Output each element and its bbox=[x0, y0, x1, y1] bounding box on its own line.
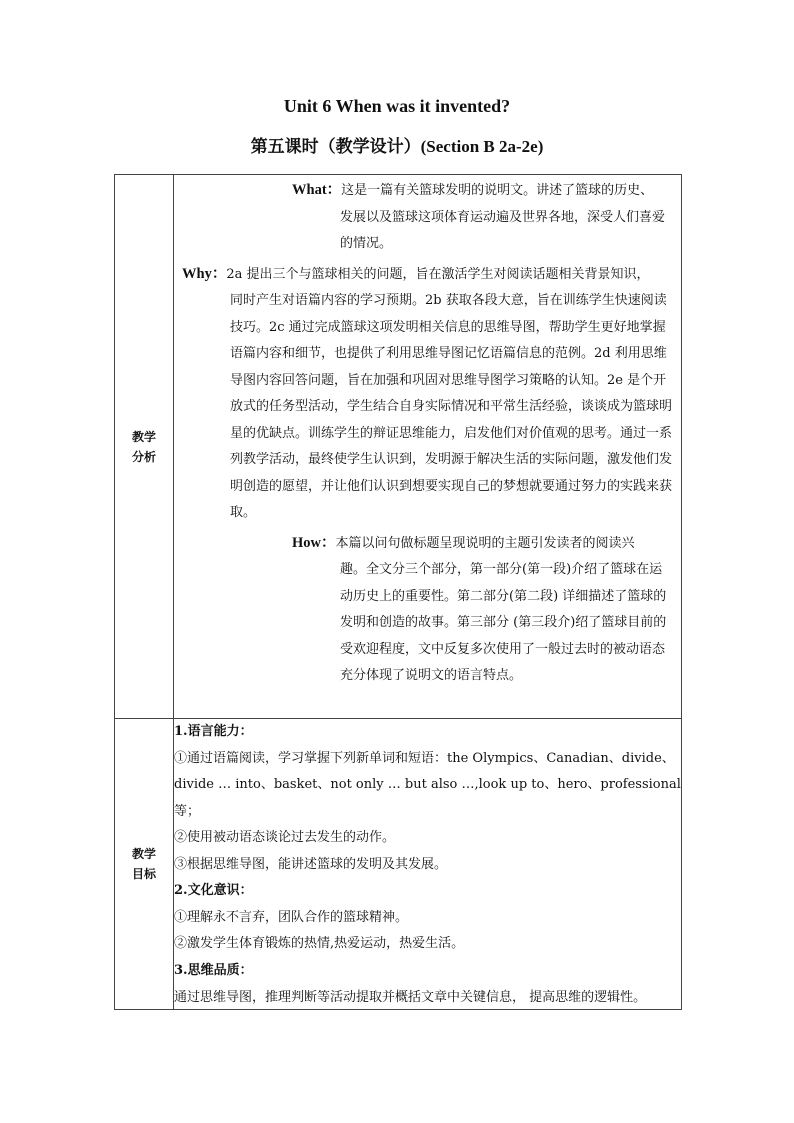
analysis-label-line1: 教学 bbox=[131, 429, 156, 444]
document-title: Unit 6 When was it invented? bbox=[283, 96, 511, 116]
objective-heading-language: 1.语言能力： bbox=[174, 724, 253, 739]
why-section bbox=[174, 261, 681, 527]
subtitle-en: (Section B 2a-2e) bbox=[420, 137, 544, 156]
why-line1 bbox=[174, 261, 681, 289]
objective-item-2b: ②激发学生体育锻炼的热情,热爱运动，热爱生活。 bbox=[174, 936, 465, 951]
analysis-label-line2: 分析 bbox=[131, 449, 156, 464]
how-section bbox=[174, 530, 681, 690]
objective-item-1a: ①通过语篇阅读，学习掌握下列新单词和短语：the Olympics、Canadian、divide、divide … into、basket、not only … but also …,look up to、hero、professional 等； bbox=[174, 750, 681, 819]
objective-heading-thinking: 3.思维品质： bbox=[174, 962, 253, 978]
objectives-row bbox=[115, 719, 682, 1010]
objectives-label-line2: 目标 bbox=[131, 867, 156, 881]
objectives-label bbox=[115, 719, 174, 1010]
analysis-content bbox=[174, 175, 682, 719]
how-text-2: 趣。全文分三个部分，第一部分(第一段)介绍了篮球在运动历史上的重要性。第二部分(第二段) 详细描述了篮球的发明和创造的故事。第三部分 (第三段介)绍了篮球目前的受欢迎程度，文中反复多次使用了一般过去时的被动语态充分体现了说明文的语言特点。 bbox=[340, 562, 667, 683]
why-label: Why： bbox=[182, 265, 227, 282]
how-text-1: 本篇以问句做标题呈现说明的主题引发读者的阅读兴 bbox=[335, 535, 635, 551]
objectives-content bbox=[174, 719, 682, 1010]
objective-item-1c: ③根据思维导图，能讲述篮球的发明及其发展。 bbox=[174, 856, 448, 872]
objective-item-2a: ①理解永不言弃，团队合作的篮球精神。 bbox=[174, 909, 409, 925]
subtitle-cn: 第五课时（教学设计） bbox=[250, 137, 421, 157]
objective-heading-culture: 2.文化意识： bbox=[174, 883, 253, 898]
why-text-2: 同时产生对语篇内容的学习预期。2b 获取各段大意，旨在训练学生快速阅读技巧。2c 通过完成篮球这项发明相关信息的思维导图，帮助学生更好地掌握语篇内容和细节，也提供了利用思维导图记忆语篇信息的范例。2d 利用思维导图内容回答问题，旨在加强和巩固对思维导图学习策略的认知。2e 是个开放式的任务型活动，学生结合自身实际情况和平常生活经验，谈谈成为篮球明星的优缺点。训练学生的辩证思维能力，启发他们对价值观的思考。通过一系列教学活动，最终使学生认识到，发明源于解决生活的实际问题，激发他们发明创造的愿望，并让他们认识到想要实现自己的梦想就要通过努力的实践来获取。 bbox=[230, 293, 673, 520]
what-section bbox=[174, 177, 681, 258]
what-line1 bbox=[174, 177, 681, 205]
lesson-design-table bbox=[114, 174, 682, 1010]
what-text-2: 发展以及篮球这项体育运动遍及世界各地，深受人们喜爱的情况。 bbox=[340, 209, 666, 251]
analysis-row bbox=[115, 175, 682, 719]
how-line1 bbox=[174, 530, 681, 558]
analysis-label bbox=[115, 175, 174, 719]
how-label: How： bbox=[292, 534, 336, 551]
what-label: What： bbox=[292, 182, 342, 198]
objectives-label-line1: 教学 bbox=[131, 847, 156, 861]
objective-item-1b: ②使用被动语态谈论过去发生的动作。 bbox=[174, 830, 396, 845]
objective-item-3a: 通过思维导图，推理判断等活动提取并概括文章中关键信息， 提高思维的逻辑性。 bbox=[174, 990, 647, 1005]
why-text-1: 2a 提出三个与篮球相关的问题，旨在激活学生对阅读话题相关背景知识， bbox=[226, 266, 650, 282]
document-subtitle bbox=[0, 132, 794, 157]
what-text-1: 这是一篇有关篮球发明的说明文。讲述了篮球的历史、 bbox=[341, 183, 654, 198]
